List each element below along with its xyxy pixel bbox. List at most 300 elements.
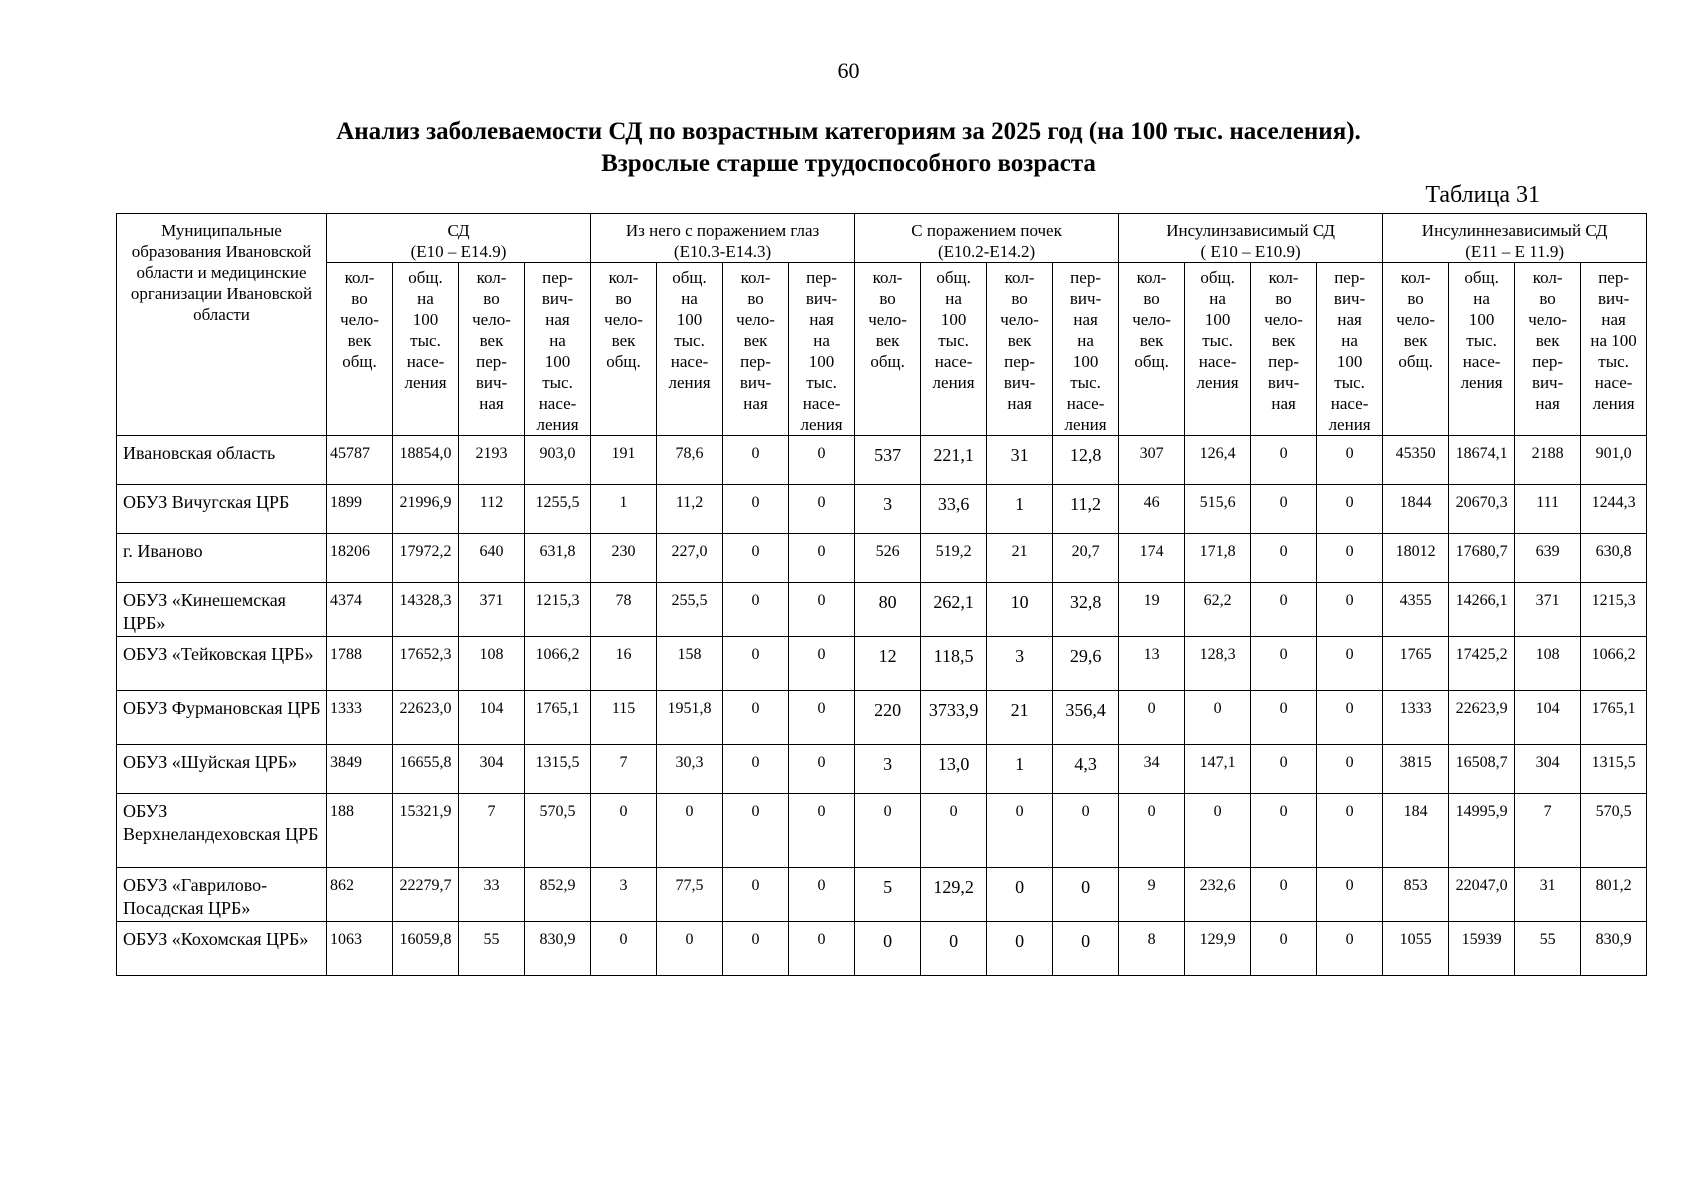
- table-cell: 18674,1: [1449, 436, 1515, 485]
- table-cell: 1063: [327, 922, 393, 976]
- table-cell: 0: [1317, 637, 1383, 691]
- table-cell: 129,2: [921, 868, 987, 922]
- table-cell: 147,1: [1185, 745, 1251, 794]
- page-number: 60: [837, 58, 860, 83]
- table-cell: 18012: [1383, 534, 1449, 583]
- sub-header-rate-total: [1449, 263, 1515, 436]
- table-cell: 0: [789, 794, 855, 868]
- table-cell: 0: [1317, 745, 1383, 794]
- table-cell: 853: [1383, 868, 1449, 922]
- table-cell: 0: [657, 922, 723, 976]
- table-cell: 1788: [327, 637, 393, 691]
- sub-header-rate-total: [657, 263, 723, 436]
- row-name: ОБУЗ Верхнеландеховская ЦРБ: [117, 794, 327, 868]
- table-cell: 7: [1515, 794, 1581, 868]
- sub-header-count-total: [327, 263, 393, 436]
- table-cell: 30,3: [657, 745, 723, 794]
- table-cell: 639: [1515, 534, 1581, 583]
- sub-header-line: на: [945, 289, 962, 308]
- table-cell: 0: [921, 794, 987, 868]
- table-cell: 22047,0: [1449, 868, 1515, 922]
- sub-header-line: пер-: [1532, 352, 1564, 371]
- sub-header-line: пер-: [1070, 268, 1101, 287]
- table-cell: 9: [1119, 868, 1185, 922]
- sub-header-line: насе-: [1330, 394, 1369, 413]
- table-cell: 0: [1317, 922, 1383, 976]
- table-cell: 174: [1119, 534, 1185, 583]
- sub-header-line: на: [549, 331, 566, 350]
- group-code: (Е10.2-Е14.2): [937, 242, 1036, 261]
- table-cell: 191: [591, 436, 657, 485]
- table-cell: 0: [1251, 534, 1317, 583]
- table-cell: 262,1: [921, 583, 987, 637]
- table-cell: 188: [327, 794, 393, 868]
- table-cell: 230: [591, 534, 657, 583]
- table-cell: 0: [1251, 583, 1317, 637]
- group-title: Инсулиннезависимый СД: [1421, 221, 1608, 240]
- table-cell: 0: [987, 794, 1053, 868]
- table-cell: 16508,7: [1449, 745, 1515, 794]
- table-cell: 55: [459, 922, 525, 976]
- row-name: ОБУЗ «Кинешемская ЦРБ»: [117, 583, 327, 637]
- row-name: Ивановская область: [117, 436, 327, 485]
- sub-header-line: кол-: [476, 268, 507, 287]
- table-cell: 1: [987, 745, 1053, 794]
- table-row: [117, 436, 1647, 485]
- sub-header-line: пер-: [806, 268, 837, 287]
- table-cell: 2188: [1515, 436, 1581, 485]
- table-cell: 3: [855, 745, 921, 794]
- sub-header-line: ная: [1073, 310, 1098, 329]
- group-code: (Е11 – Е 11.9): [1465, 242, 1565, 261]
- sub-header-rate-primary: [789, 263, 855, 436]
- sub-header-line: вич-: [475, 373, 508, 392]
- sub-header-line: вич-: [1597, 289, 1630, 308]
- table-cell: 1844: [1383, 485, 1449, 534]
- sub-header-count-total: [591, 263, 657, 436]
- table-cell: 2193: [459, 436, 525, 485]
- table-cell: 4,3: [1053, 745, 1119, 794]
- table-cell: 801,2: [1581, 868, 1647, 922]
- sub-header-rate-total: [393, 263, 459, 436]
- group-code: (Е10.3-Е14.3): [673, 242, 772, 261]
- table-cell: 0: [789, 583, 855, 637]
- sub-header-line: общ.: [1398, 352, 1433, 371]
- group-header-insulin-dependent: [1119, 214, 1383, 263]
- sub-header-line: век: [479, 331, 504, 350]
- sub-header-line: во: [1407, 289, 1424, 308]
- table-cell: 1899: [327, 485, 393, 534]
- sub-header-line: на: [1473, 289, 1490, 308]
- sub-header-count-primary: [987, 263, 1053, 436]
- table-cell: 78: [591, 583, 657, 637]
- sub-header-line: тыс.: [1334, 373, 1365, 392]
- sub-header-line: чело-: [340, 310, 379, 329]
- sub-header-line: во: [1275, 289, 1292, 308]
- sub-header-line: на: [1209, 289, 1226, 308]
- page-subtitle: Взрослые старше трудоспособного возраста: [601, 150, 1096, 177]
- table-cell: 0: [789, 637, 855, 691]
- table-cell: 0: [789, 691, 855, 745]
- sub-header-line: во: [747, 289, 764, 308]
- table-cell: 630,8: [1581, 534, 1647, 583]
- table-cell: 77,5: [657, 868, 723, 922]
- sub-header-line: век: [1139, 331, 1164, 350]
- table-cell: 158: [657, 637, 723, 691]
- table-cell: 80: [855, 583, 921, 637]
- table-cell: 33,6: [921, 485, 987, 534]
- sub-header-line: век: [611, 331, 636, 350]
- sub-header-line: вич-: [1531, 373, 1564, 392]
- table-cell: 537: [855, 436, 921, 485]
- sub-header-line: ления: [1196, 373, 1239, 392]
- table-cell: 15321,9: [393, 794, 459, 868]
- sub-header-line: на: [417, 289, 434, 308]
- sub-header-line: пер-: [740, 352, 771, 371]
- table-cell: 22623,9: [1449, 691, 1515, 745]
- sub-header-line: насе-: [1462, 352, 1501, 371]
- table-cell: 21996,9: [393, 485, 459, 534]
- table-cell: 0: [1317, 868, 1383, 922]
- table-cell: 4374: [327, 583, 393, 637]
- sub-header-line: кол-: [740, 268, 771, 287]
- sub-header-line: пер-: [1598, 268, 1630, 287]
- sub-header-line: тыс.: [674, 331, 705, 350]
- table-cell: 15939: [1449, 922, 1515, 976]
- table-cell: 0: [723, 922, 789, 976]
- table-cell: 519,2: [921, 534, 987, 583]
- sub-header-line: ления: [800, 415, 843, 434]
- table-cell: 1: [591, 485, 657, 534]
- row-name: ОБУЗ «Тейковская ЦРБ»: [117, 637, 327, 691]
- sub-header-count-primary: [1251, 263, 1317, 436]
- sub-header-line: пер-: [476, 352, 507, 371]
- sub-header-line: ная: [479, 394, 504, 413]
- table-cell: 0: [1053, 794, 1119, 868]
- table-cell: 0: [657, 794, 723, 868]
- table-cell: 220: [855, 691, 921, 745]
- table-body: [117, 436, 1647, 976]
- sub-header-line: чело-: [1264, 310, 1303, 329]
- sub-header-line: вич-: [805, 289, 838, 308]
- table-cell: 17652,3: [393, 637, 459, 691]
- table-cell: 78,6: [657, 436, 723, 485]
- sub-header-line: ная: [1535, 394, 1560, 413]
- table-cell: 104: [1515, 691, 1581, 745]
- sub-header-line: на: [1077, 331, 1094, 350]
- table-cell: 18854,0: [393, 436, 459, 485]
- table-cell: 0: [723, 794, 789, 868]
- sub-header-line: 100: [1204, 310, 1231, 329]
- sub-header-line: чело-: [472, 310, 511, 329]
- sub-header-count-total: [855, 263, 921, 436]
- sub-header-line: ления: [1460, 373, 1503, 392]
- table-cell: 55: [1515, 922, 1581, 976]
- sub-header-count-primary: [459, 263, 525, 436]
- sub-header-line: на: [1341, 331, 1358, 350]
- sub-header-line: тыс.: [410, 331, 441, 350]
- sub-header-line: ления: [1064, 415, 1107, 434]
- sub-header-line: тыс.: [1466, 331, 1497, 350]
- table-cell: 11,2: [1053, 485, 1119, 534]
- table-cell: 108: [459, 637, 525, 691]
- sub-header-line: 100: [1468, 310, 1495, 329]
- sub-header-line: во: [1011, 289, 1028, 308]
- sub-header-line: кол-: [1400, 268, 1431, 287]
- table-cell: 31: [987, 436, 1053, 485]
- table-cell: 1333: [327, 691, 393, 745]
- sub-header-line: кол-: [1268, 268, 1299, 287]
- table-cell: 11,2: [657, 485, 723, 534]
- table-cell: 31: [1515, 868, 1581, 922]
- sub-header-count-primary: [1515, 263, 1581, 436]
- table-cell: 255,5: [657, 583, 723, 637]
- table-cell: 5: [855, 868, 921, 922]
- sub-header-line: вич-: [1333, 289, 1366, 308]
- table-cell: 33: [459, 868, 525, 922]
- sub-header-line: ная: [809, 310, 834, 329]
- sub-header-line: 100: [1336, 352, 1363, 371]
- table-cell: 19: [1119, 583, 1185, 637]
- table-cell: 0: [1053, 868, 1119, 922]
- sub-header-line: ления: [1592, 394, 1635, 413]
- sub-header-line: кол-: [1136, 268, 1167, 287]
- row-name: ОБУЗ Фурмановская ЦРБ: [117, 691, 327, 745]
- table-cell: 631,8: [525, 534, 591, 583]
- group-header-sd: [327, 214, 591, 263]
- table-cell: 0: [1251, 922, 1317, 976]
- sub-header-line: кол-: [872, 268, 903, 287]
- sub-header-line: чело-: [1528, 310, 1567, 329]
- row-name: ОБУЗ «Шуйская ЦРБ»: [117, 745, 327, 794]
- sub-header-line: насе-: [1198, 352, 1237, 371]
- table-cell: 20,7: [1053, 534, 1119, 583]
- table-cell: 171,8: [1185, 534, 1251, 583]
- table-row: [117, 534, 1647, 583]
- sub-header-line: насе-: [670, 352, 709, 371]
- table-cell: 3733,9: [921, 691, 987, 745]
- sub-header-line: общ.: [1200, 268, 1235, 287]
- page-title: Анализ заболеваемости СД по возрастным категориям за 2025 год (на 100 тыс. населения).: [336, 118, 1361, 145]
- table-cell: 3: [855, 485, 921, 534]
- table-cell: 304: [1515, 745, 1581, 794]
- row-name: ОБУЗ «Кохомская ЦРБ»: [117, 922, 327, 976]
- table-cell: 0: [591, 794, 657, 868]
- table-cell: 16655,8: [393, 745, 459, 794]
- table-cell: 126,4: [1185, 436, 1251, 485]
- table-cell: 852,9: [525, 868, 591, 922]
- table-cell: 0: [723, 868, 789, 922]
- table-cell: 0: [1185, 794, 1251, 868]
- table-cell: 104: [459, 691, 525, 745]
- sub-header-line: пер-: [542, 268, 573, 287]
- table-cell: 0: [1251, 436, 1317, 485]
- sub-header-line: чело-: [1000, 310, 1039, 329]
- table-row: [117, 691, 1647, 745]
- table-cell: 22623,0: [393, 691, 459, 745]
- sub-header-line: общ.: [606, 352, 641, 371]
- sub-header-line: вич-: [1069, 289, 1102, 308]
- sub-header-line: ления: [536, 415, 579, 434]
- sub-header-line: век: [1535, 331, 1560, 350]
- table-cell: 0: [1119, 691, 1185, 745]
- table-row: [117, 745, 1647, 794]
- table-cell: 1765,1: [1581, 691, 1647, 745]
- sub-header-line: пер-: [1004, 352, 1035, 371]
- table-cell: 570,5: [1581, 794, 1647, 868]
- group-header-insulin-independent: [1383, 214, 1647, 263]
- sub-header-line: насе-: [1066, 394, 1105, 413]
- table-cell: 0: [855, 794, 921, 868]
- sub-header-line: насе-: [406, 352, 445, 371]
- table-cell: 1066,2: [525, 637, 591, 691]
- table-cell: 0: [1251, 794, 1317, 868]
- sub-header-line: 100: [940, 310, 967, 329]
- sub-header-line: кол-: [1532, 268, 1563, 287]
- table-cell: 17425,2: [1449, 637, 1515, 691]
- table-cell: 21: [987, 534, 1053, 583]
- table-cell: 12,8: [1053, 436, 1119, 485]
- group-header-eyes: [591, 214, 855, 263]
- table-cell: 371: [1515, 583, 1581, 637]
- sub-header-rate-primary: [525, 263, 591, 436]
- sub-header-line: общ.: [936, 268, 971, 287]
- sub-header-line: ная: [545, 310, 570, 329]
- table-cell: 0: [723, 534, 789, 583]
- table-cell: 0: [1317, 534, 1383, 583]
- sub-header-line: чело-: [868, 310, 907, 329]
- org-column-header: Муниципальные образования Ивановской области и медицинские организации Ивановской области: [117, 214, 327, 436]
- sub-header-line: ная: [743, 394, 768, 413]
- table-cell: 0: [1251, 745, 1317, 794]
- sub-header-line: тыс.: [1598, 352, 1629, 371]
- sub-header-line: тыс.: [542, 373, 573, 392]
- table-cell: 0: [1317, 691, 1383, 745]
- sub-header-line: чело-: [604, 310, 643, 329]
- table-cell: 111: [1515, 485, 1581, 534]
- group-title: Инсулинзависимый СД: [1166, 221, 1335, 240]
- table-cell: 0: [987, 868, 1053, 922]
- table-cell: 0: [1251, 637, 1317, 691]
- table-cell: 221,1: [921, 436, 987, 485]
- table-cell: 0: [1119, 794, 1185, 868]
- table-cell: 12: [855, 637, 921, 691]
- sub-header-count-primary: [723, 263, 789, 436]
- group-header-kidneys: [855, 214, 1119, 263]
- table-cell: 0: [1317, 583, 1383, 637]
- sub-header-count-total: [1119, 263, 1185, 436]
- table-cell: 0: [723, 583, 789, 637]
- sub-header-line: вич-: [1267, 373, 1300, 392]
- table-cell: 17972,2: [393, 534, 459, 583]
- table-cell: 118,5: [921, 637, 987, 691]
- table-cell: 1765: [1383, 637, 1449, 691]
- sub-header-line: во: [483, 289, 500, 308]
- table-cell: 0: [723, 436, 789, 485]
- table-cell: 862: [327, 868, 393, 922]
- table-cell: 62,2: [1185, 583, 1251, 637]
- table-cell: 0: [1317, 485, 1383, 534]
- sub-header-line: чело-: [736, 310, 775, 329]
- sub-header-line: век: [347, 331, 372, 350]
- table-cell: 1333: [1383, 691, 1449, 745]
- table-cell: 21: [987, 691, 1053, 745]
- table-cell: 830,9: [1581, 922, 1647, 976]
- sub-header-rate-primary: [1581, 263, 1647, 436]
- table-cell: 0: [591, 922, 657, 976]
- sub-header-line: на: [681, 289, 698, 308]
- table-cell: 0: [855, 922, 921, 976]
- table-cell: 1315,5: [525, 745, 591, 794]
- table-cell: 16: [591, 637, 657, 691]
- sub-header-line: ная: [1601, 310, 1626, 329]
- sub-header-line: во: [1143, 289, 1160, 308]
- table-cell: 227,0: [657, 534, 723, 583]
- sub-header-rate-primary: [1053, 263, 1119, 436]
- table-cell: 526: [855, 534, 921, 583]
- sub-header-count-total: [1383, 263, 1449, 436]
- table-cell: 0: [1251, 691, 1317, 745]
- table-cell: 570,5: [525, 794, 591, 868]
- table-cell: 0: [723, 691, 789, 745]
- sub-header-line: кол-: [608, 268, 639, 287]
- row-name: г. Иваново: [117, 534, 327, 583]
- table-cell: 112: [459, 485, 525, 534]
- table-cell: 1055: [1383, 922, 1449, 976]
- sub-header-line: век: [743, 331, 768, 350]
- sub-header-line: насе-: [538, 394, 577, 413]
- sub-header-line: насе-: [934, 352, 973, 371]
- table-cell: 515,6: [1185, 485, 1251, 534]
- table-cell: 0: [921, 922, 987, 976]
- sub-header-line: 100: [544, 352, 571, 371]
- table-cell: 22279,7: [393, 868, 459, 922]
- table-cell: 32,8: [1053, 583, 1119, 637]
- sub-header-line: 100: [1072, 352, 1099, 371]
- table-cell: 0: [987, 922, 1053, 976]
- sub-header-line: кол-: [344, 268, 375, 287]
- table-cell: 0: [1251, 485, 1317, 534]
- table-cell: 184: [1383, 794, 1449, 868]
- table-container: [116, 213, 1647, 976]
- sub-header-line: общ.: [870, 352, 905, 371]
- sub-header-line: 100: [412, 310, 439, 329]
- table-cell: 14328,3: [393, 583, 459, 637]
- table-cell: 307: [1119, 436, 1185, 485]
- table-cell: 14995,9: [1449, 794, 1515, 868]
- table-cell: 1066,2: [1581, 637, 1647, 691]
- sub-header-line: век: [1007, 331, 1032, 350]
- table-cell: 0: [789, 745, 855, 794]
- table-cell: 0: [1185, 691, 1251, 745]
- sub-header-line: ная: [1007, 394, 1032, 413]
- table-cell: 1215,3: [525, 583, 591, 637]
- sub-header-line: во: [351, 289, 368, 308]
- table-cell: 356,4: [1053, 691, 1119, 745]
- sub-header-line: насе-: [1594, 373, 1633, 392]
- table-cell: 1: [987, 485, 1053, 534]
- table-cell: 108: [1515, 637, 1581, 691]
- sub-header-line: ления: [1328, 415, 1371, 434]
- table-cell: 3849: [327, 745, 393, 794]
- table-cell: 1255,5: [525, 485, 591, 534]
- group-code: (Е10 – Е14.9): [410, 242, 507, 261]
- table-cell: 3: [987, 637, 1053, 691]
- sub-header-line: во: [1539, 289, 1556, 308]
- table-cell: 304: [459, 745, 525, 794]
- table-cell: 0: [723, 485, 789, 534]
- table-cell: 46: [1119, 485, 1185, 534]
